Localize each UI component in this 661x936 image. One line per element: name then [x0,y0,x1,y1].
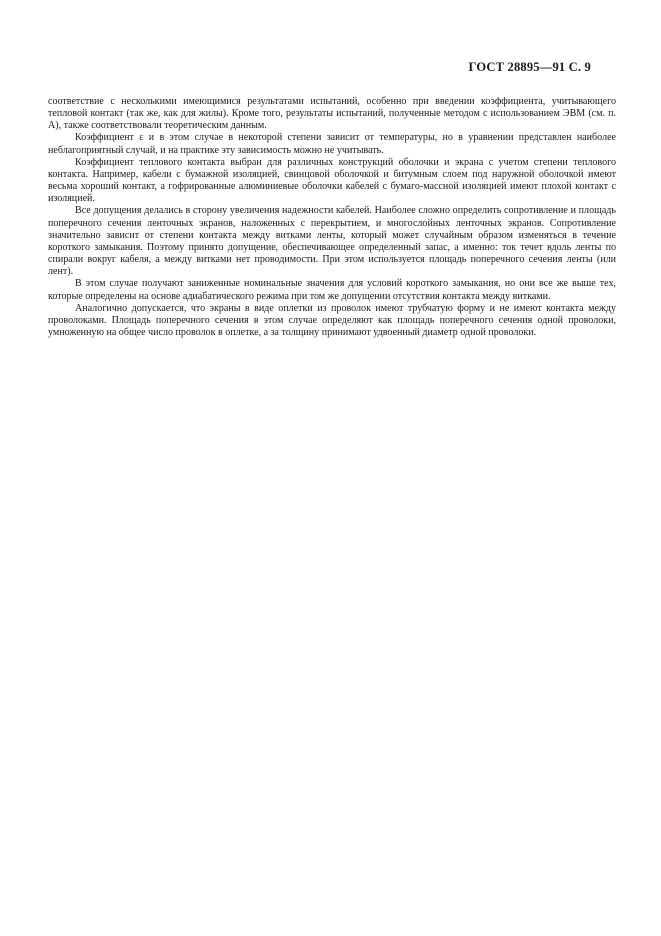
paragraph-continuation: соответствие с несколькими имеющимися результатами испытаний, особенно при введении коэффициента, учитывающего тепловой контакт (так же, как для жилы). Кроме того, результаты испытаний, полученные методом с использованием ЭВМ (см. п. А), также соответствовали теоретическим данным. [48,96,616,132]
paragraph-thermal-contact: Коэффициент теплового контакта выбран для различных конструкций оболочки и экрана с учетом степени теплового контакта. Например, кабели с бумажной изоляцией, свинцовой оболочкой и битумным слоем под наружной оболочкой имеют весьма хороший контакт, а гофрированные алюминиевые оболочки кабелей с бумаго-массной изоляцией имеют плохой контакт с изоляцией. [48,156,616,205]
page-header: ГОСТ 28895—91 С. 9 [468,60,591,74]
paragraph-braid-screens: Аналогично допускается, что экраны в виде оплетки из проволок имеют трубчатую форму и не имеют контакта между проволоками. Площадь поперечного сечения в этом случае определяют как площадь поперечного сечения одной проволоки, умноженную на общее число проволок в оплетке, а за толщину принимают удвоенный диаметр одной проволоки. [48,302,616,338]
document-body [48,96,616,339]
paragraph-assumptions: Все допущения делались в сторону увеличения надежности кабелей. Наиболее сложно определить сопротивление и площадь поперечного сечения ленточных экранов, наложенных с перекрытием, и многослойных ленточных экранов. Сопротивление значительно зависит от степени контакта между витками ленты, который может случайным образом изменяться в течение короткого замыкания. Поэтому принято допущение, обеспечивающее определенный запас, а именно: ток течет вдоль ленты по спирали вокруг кабеля, а между витками нет проводимости. При этом используется площадь поперечного сечения ленты (или лент). [48,205,616,278]
paragraph-underrated-values: В этом случае получают заниженные номинальные значения для условий короткого замыкания, но они все же выше тех, которые определены на основе адиабатического режима при том же допущении отсутствия контакта между витками. [48,278,616,302]
paragraph-coefficient-epsilon: Коэффициент ε и в этом случае в некоторой степени зависит от температуры, но в уравнении представлен наиболее неблагоприятный случай, и на практике эту зависимость можно не учитывать. [48,132,616,156]
